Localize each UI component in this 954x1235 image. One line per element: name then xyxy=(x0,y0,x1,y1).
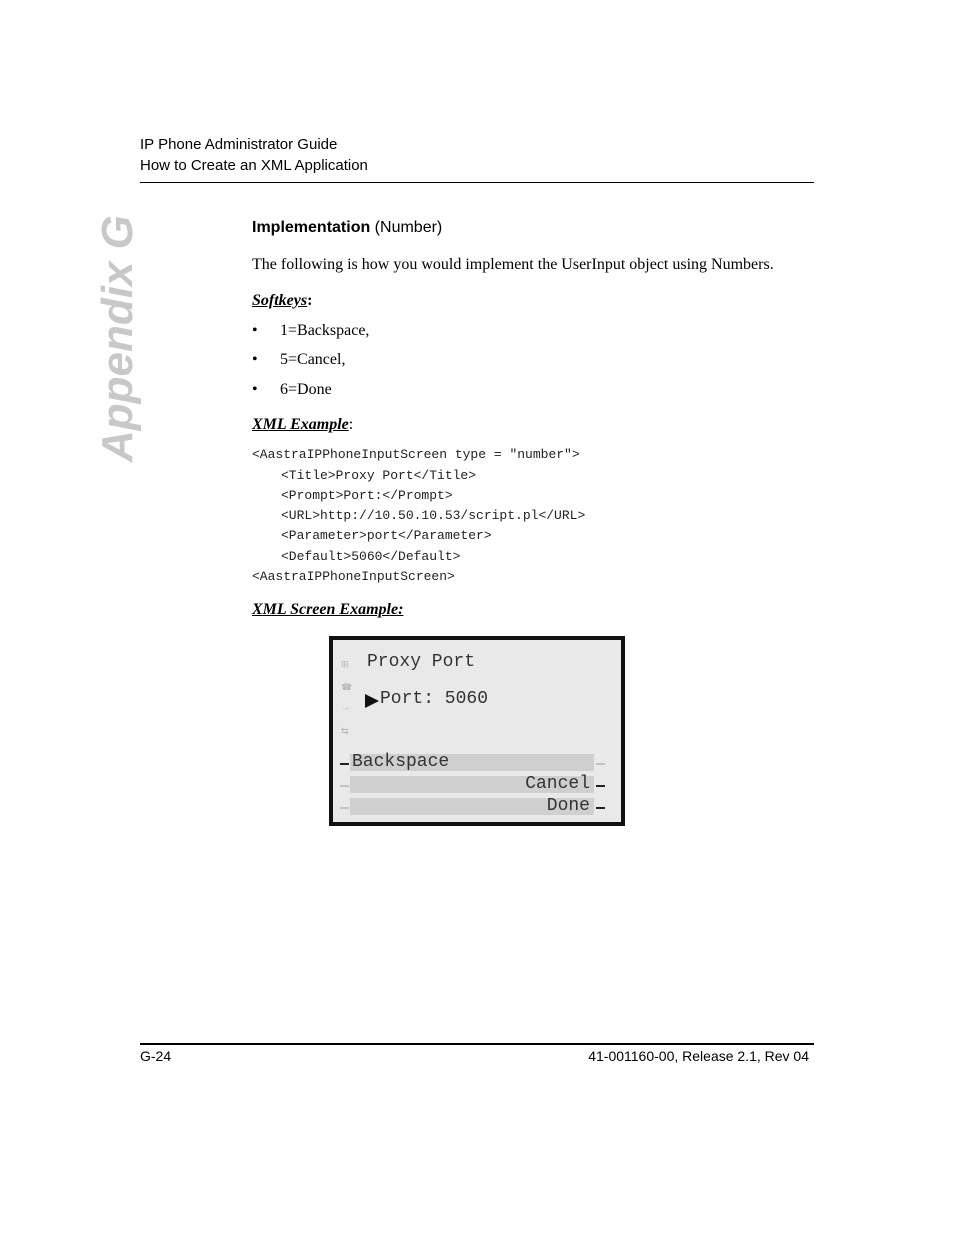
handset-icon: ☎ xyxy=(341,682,353,692)
footer-page-number: G-24 xyxy=(140,1048,172,1064)
code-line: <Prompt>Port:</Prompt> xyxy=(281,488,453,503)
softkey-5-marker xyxy=(596,785,605,787)
softkey-6-marker xyxy=(596,807,605,809)
code-line: <Title>Proxy Port</Title> xyxy=(281,468,477,483)
appendix-side-tab: Appendix G xyxy=(93,215,142,462)
header-title: IP Phone Administrator Guide xyxy=(140,136,338,153)
phone-screen-figure xyxy=(329,636,625,826)
code-line: <AastraIPPhoneInputScreen> xyxy=(252,569,455,584)
intro-paragraph: The following is how you would implement the UserInput object using Numbers. xyxy=(252,256,774,273)
list-item: • 5=Cancel, xyxy=(252,351,346,368)
footer-doc-id: 41-001160-00, Release 2.1, Rev 04 xyxy=(588,1048,809,1064)
softkey-item-5: 5=Cancel, xyxy=(280,351,346,368)
list-item: • 6=Done xyxy=(252,381,332,398)
lcd-prompt: Port: 5060 xyxy=(380,689,489,709)
softkey-item-1: 1=Backspace, xyxy=(280,322,370,339)
xml-screen-example-label: XML Screen Example: xyxy=(252,601,404,618)
phone-lcd xyxy=(333,640,621,822)
code-line: <URL>http://10.50.10.53/script.pl</URL> xyxy=(281,508,586,523)
lcd-title: Proxy Port xyxy=(367,652,476,672)
code-line: <AastraIPPhoneInputScreen type = "number"> xyxy=(252,447,580,462)
arrow-right-icon: → xyxy=(341,702,350,712)
softkey-1-marker xyxy=(340,763,349,765)
softkey-item-6: 6=Done xyxy=(280,381,332,398)
header-rule xyxy=(140,182,814,183)
softkeys-label-colon: : xyxy=(307,292,313,309)
grid-icon: ⊞ xyxy=(341,659,349,669)
section-heading-rest: (Number) xyxy=(370,219,443,236)
softkey-cancel-label: Cancel xyxy=(525,774,590,794)
section-heading xyxy=(252,219,442,237)
footer-rule xyxy=(140,1043,814,1045)
softkey-marker-dim xyxy=(596,763,605,765)
code-line: <Default>5060</Default> xyxy=(281,549,461,564)
transfer-icon: ⇆ xyxy=(341,726,349,736)
cursor-arrow-icon xyxy=(364,693,380,709)
section-heading-bold: Implementation xyxy=(252,219,371,236)
softkey-marker-dim xyxy=(340,807,349,809)
softkey-done-label: Done xyxy=(546,796,590,816)
xml-example-label-colon: : xyxy=(348,416,354,433)
xml-example-label-text: XML Example xyxy=(252,416,349,433)
softkeys-label-text: Softkeys xyxy=(252,292,308,309)
softkey-marker-dim xyxy=(340,785,349,787)
xml-example-label xyxy=(252,416,353,434)
softkeys-label xyxy=(252,292,312,310)
softkey-backspace-label: Backspace xyxy=(352,752,450,772)
header-subtitle: How to Create an XML Application xyxy=(140,157,368,174)
list-item: • 1=Backspace, xyxy=(252,322,370,339)
code-line: <Parameter>port</Parameter> xyxy=(281,528,492,543)
